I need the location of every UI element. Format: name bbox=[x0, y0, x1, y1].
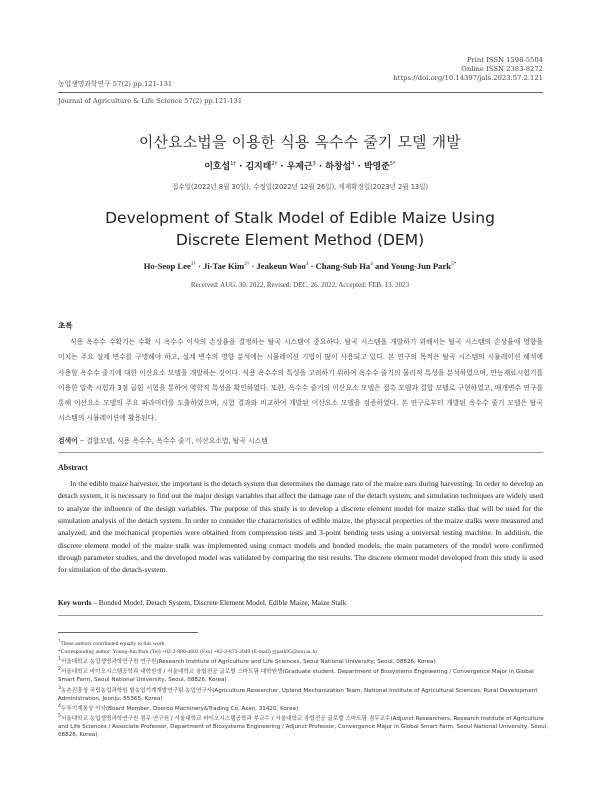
issn-block bbox=[393, 56, 543, 83]
english-abstract: In the edible maize harvester, the important is the detach system that determines the damage rate of the maize ears during harvesting. In order to develop an detach system, it is necessary to find out the major design variables that affect the damage rate of the detach system, and simulation techniques are widely used to analyze the influence of the design variables. The purpose of this study is to develop a discrete element model for maize stalks that will be used for the simulation analysis of the detach system. In order to consider the characteristics of edible maize, the physical properties of the maize stalks were measured and analyzed, and the mechanical properties were obtained from compression tests and 3-point bending tests using a universal testing machine. In addition, the discrete element model of the maize stalk was implemented using contact models and bonded models, the main parameters of the model were confirmed through parameter studies, and the developed model was validated by comparing the test results. The discrete element model developed from this study is used for simulation of the detach-system. bbox=[58, 479, 543, 575]
author-name: Jeakeun Woo bbox=[256, 261, 306, 271]
author-name: 김지태 bbox=[245, 162, 272, 172]
korean-keywords: 검색어 ‒ 결합모델, 식용 옥수수, 옥수수 줄기, 이산요소법, 탈곡 시스템 bbox=[58, 437, 268, 445]
footnote: $^2$서울대학교 바이오시스템공학과 대학원생 / 서울대학교 융합전공 글로벌 스마트팜 대학원생(Graduate student, Department of Biosystems Engineering / Convergence Major in Global Smart Farm, Seoul National University, Seoul, 08826, Korea) bbox=[58, 667, 534, 684]
author-affil: 5* bbox=[389, 161, 396, 168]
author-affil: 5* bbox=[451, 261, 457, 268]
english-dates: Received: AUG. 30. 2022, Revised: DEC. 26. 2022, Accepted: FEB. 13. 2023 bbox=[190, 281, 410, 289]
author-affil: 4 bbox=[370, 261, 373, 268]
journal-kr: 농업생명과학연구 57(2) pp.121-131 bbox=[58, 80, 173, 88]
journal-en: Journal of Agriculture & Life Science 57(2) pp.121-131 bbox=[58, 97, 243, 105]
author-affil: 1† bbox=[230, 161, 236, 168]
author-affil: 3 bbox=[312, 161, 316, 168]
section-divider bbox=[58, 452, 543, 453]
print-issn: Print ISSN 1598-5504 bbox=[466, 56, 543, 64]
footnote: $^4$두루기계통상 이사(Board Member, Dooroo Machinery&Trading Co, Asan, 31420, Korea) bbox=[58, 703, 299, 712]
korean-dates: 접수일(2022년 8월 30일), 수정일(2022년 12월 26일), 게재확정일(2023년 2월 13일) bbox=[171, 183, 429, 191]
section-divider bbox=[58, 615, 543, 616]
online-issn: Online ISSN 2383-8272 bbox=[461, 64, 543, 73]
author-affil: 4 bbox=[351, 161, 355, 168]
footnote-rule bbox=[58, 632, 198, 633]
english-keywords: Key words ‒ Bonded Model, Detach System, Discrete Element Model, Edible Maize, Maize Stalk bbox=[58, 598, 347, 607]
author-name: 우제근 bbox=[286, 162, 313, 172]
keywords-label: 검색어 bbox=[58, 437, 78, 445]
english-authors: Ho-Seop Lee$^{1\dagger}$ · Ji-Tae Kim$^{2\dagger}$ · Jeakeun Woo$^3$ · Chang-Sub Ha$^4$ and Young-Jun Park$^{5*}$ bbox=[143, 261, 457, 271]
author-name: 이호섭 bbox=[204, 162, 231, 172]
author-affil: 1† bbox=[190, 261, 196, 268]
author-name: 박영준 bbox=[363, 162, 390, 172]
footnotes bbox=[58, 638, 548, 739]
author-affil: 2† bbox=[244, 261, 250, 268]
english-title bbox=[0, 207, 600, 251]
footnote: *Corresponding author: Young-Jun Park (Tel) +82-2-880-4602 (Fax) +82-2-873-2049 (E-mail) yjpark95@snu.ac.kr bbox=[58, 649, 318, 656]
footnote: $^3$농촌진흥청 국립농업과학원 밭농업기계개발연구팀 농업연구사(Agriculture Researcher, Upland Mechanization Team, National Institute of Agricultural Sciences, Rural Development Administration, Jeonju, 55365, Korea) bbox=[58, 685, 538, 702]
author-name: Ho-Seop Lee bbox=[143, 261, 191, 271]
footnote: $^1$서울대학교 농업생명과학연구원 연구원(Research Institute of Agriculture and Life Sciences, Seoul National University, Seoul, 08826, Korea) bbox=[58, 657, 436, 666]
author-name: Chang-Sub Ha bbox=[315, 261, 371, 271]
footnote: †These authors contributed equally to this work bbox=[58, 639, 165, 647]
author-name: Ji-Tae Kim bbox=[203, 261, 245, 271]
korean-abstract-heading: 초록 bbox=[58, 321, 73, 330]
header-rule bbox=[58, 92, 543, 93]
keywords-label: Key words bbox=[58, 598, 92, 607]
english-title-line1: Development of Stalk Model of Edible Maize Using bbox=[105, 209, 495, 227]
doi-link[interactable]: https://doi.org/10.14397/jals.2023.57.2.121 bbox=[393, 73, 543, 82]
keywords-text: 결합모델, 식용 옥수수, 옥수수 줄기, 이산요소법, 탈곡 시스템 bbox=[86, 437, 268, 445]
keywords-text: Bonded Model, Detach System, Discrete Element Model, Edible Maize, Maize Stalk bbox=[98, 598, 347, 607]
english-abstract-heading: Abstract bbox=[58, 463, 88, 472]
english-title-line2: Discrete Element Method (DEM) bbox=[175, 231, 425, 249]
author-affil: 3 bbox=[305, 261, 309, 268]
footnote: $^5$서울대학교 농업생명과학연구원 겸무 연구원 / 서울대학교 바이오시스템공학과 부교수 / 서울대학교 융합전공 글로벌 스마트팜 겸무교수(Adjunct Researchers, Research Institute of Agriculture and Life Sciences / Associate Professor, Department of Biosystems Engineering / Adjunct Professor, Convergence Major in Global Smart Farm, Seoul National University, Seoul, 08826, Korea) bbox=[58, 713, 548, 739]
author-affil: 2† bbox=[271, 161, 278, 168]
author-name: Young-Jun Park bbox=[390, 261, 452, 271]
author-name: 하창섭 bbox=[325, 162, 352, 172]
korean-abstract: 식용 옥수수 수확기는 수확 시 옥수수 이삭의 손상율을 결정하는 탈곡 시스템이 중요하다. 탈곡 시스템을 개발하기 위해서는 탈곡 시스템의 손상율에 영향을 미치는 주요 설계 변수를 구명해야 하고, 설계 변수의 영향 분석에는 시뮬레이션 기법이 많이 사용되고 있다. 본 연구의 목적은 탈곡 시스템의 시뮬레이션 해석에 사용할 옥수수 줄기에 대한 이산요소 모델을 개발하는 것이다. 식용 옥수수의 특성을 고려하기 위하여 옥수수 줄기의 물리적 특성을 분석하였으며, 만능재료시험기를 이용한 압축 시험과 3점 굽힘 시험을 통하여 역학적 특성을 확인하였다. 또한, 옥수수 줄기의 이산요소 모델은 접촉 모델과 결합 모델로 구현하였고, 매개변수 연구를 통해 이산요소 모델의 주요 파라미터를 도출하였으며, 시험 결과와 비교하여 개발된 이산요소 모델을 검증하였다. 본 연구로부터 개발된 옥수수 줄기 모델은 탈곡 시스템의 시뮬레이션에 활용된다. bbox=[58, 338, 543, 423]
korean-title: 이산요소법을 이용한 식용 옥수수 줄기 모델 개발 bbox=[139, 134, 461, 151]
korean-authors: 이호섭$^{1\dagger}$ · 김지태$^{2\dagger}$ · 우제근$^3$ · 하창섭$^4$ · 박영준$^{5*}$ bbox=[204, 161, 396, 172]
